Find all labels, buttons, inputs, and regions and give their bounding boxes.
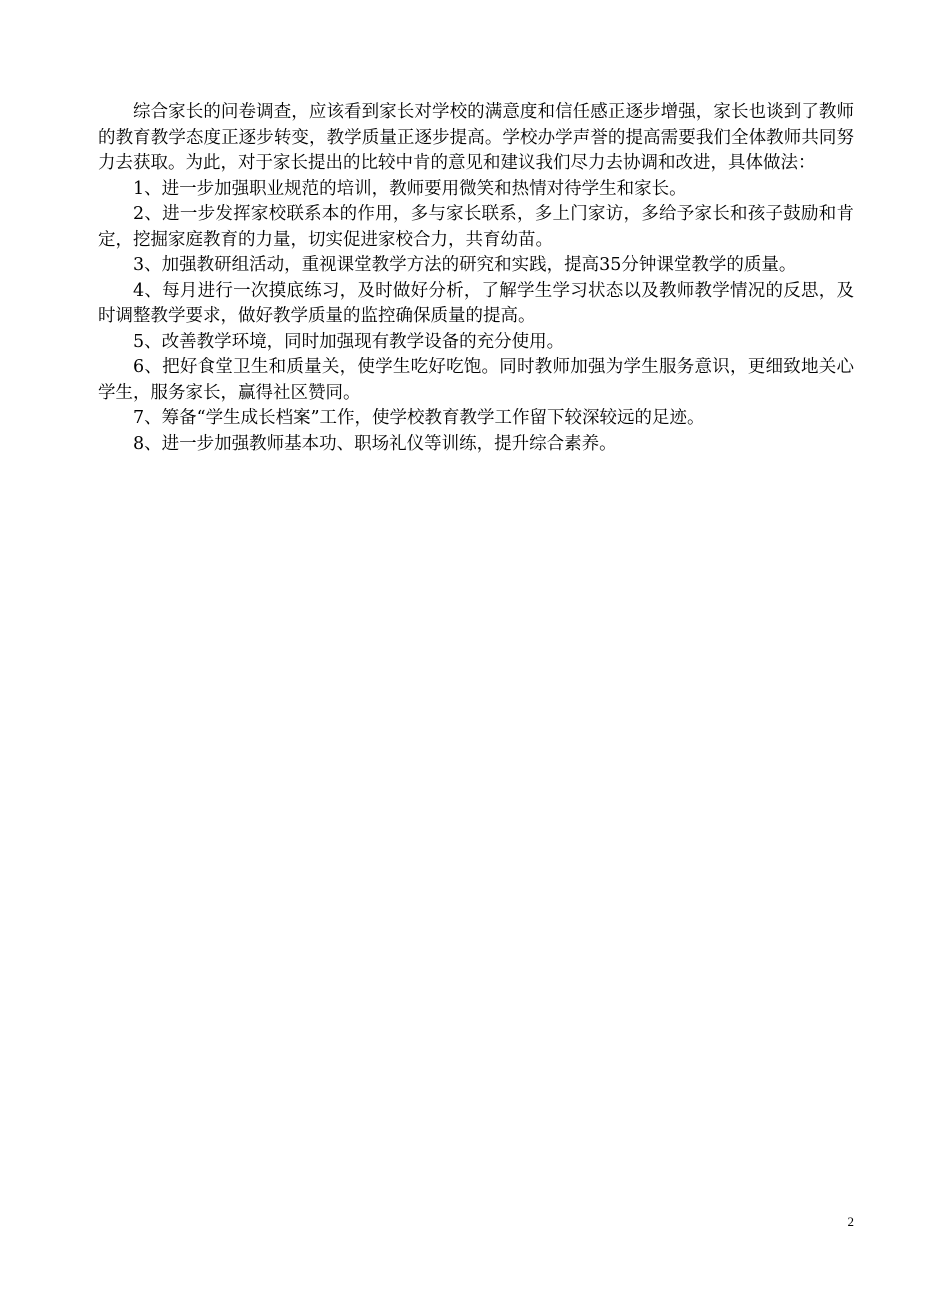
measure-item-7: 7、筹备“学生成长档案”工作，使学校教育教学工作留下较深较远的足迹。 bbox=[133, 408, 705, 428]
measure-item-3: 3、加强教研组活动，重视课堂教学方法的研究和实践，提高35分钟课堂教学的质量。 bbox=[133, 255, 797, 275]
measure-item-6: 6、把好食堂卫生和质量关，使学生吃好吃饱。同时教师加强为学生服务意识，更细致地关心学生，服务家长，赢得社区赞同。 bbox=[98, 357, 854, 403]
intro-paragraph: 综合家长的问卷调查，应该看到家长对学校的满意度和信任感正逐步增强，家长也谈到了教师的教育教学态度正逐步转变，教学质量正逐步提高。学校办学声誉的提高需要我们全体教师共同努力去获取。为此，对于家长提出的比较中肯的意见和建议我们尽力去协调和改进，具体做法： bbox=[98, 102, 854, 173]
measure-item-2: 2、进一步发挥家校联系本的作用，多与家长联系，多上门家访，多给予家长和孩子鼓励和肯定，挖掘家庭教育的力量，切实促进家校合力，共育幼苗。 bbox=[98, 204, 854, 250]
document-body bbox=[98, 100, 854, 457]
page-number: 2 bbox=[847, 1214, 854, 1229]
measure-item-1: 1、进一步加强职业规范的培训，教师要用微笑和热情对待学生和家长。 bbox=[133, 178, 687, 199]
measure-item-4: 4、每月进行一次摸底练习，及时做好分析，了解学生学习状态以及教师教学情况的反思，及时调整教学要求，做好教学质量的监控确保质量的提高。 bbox=[98, 280, 854, 326]
measure-item-8: 8、进一步加强教师基本功、职场礼仪等训练，提升综合素养。 bbox=[133, 433, 617, 454]
measure-item-5: 5、改善教学环境，同时加强现有教学设备的充分使用。 bbox=[133, 331, 565, 352]
